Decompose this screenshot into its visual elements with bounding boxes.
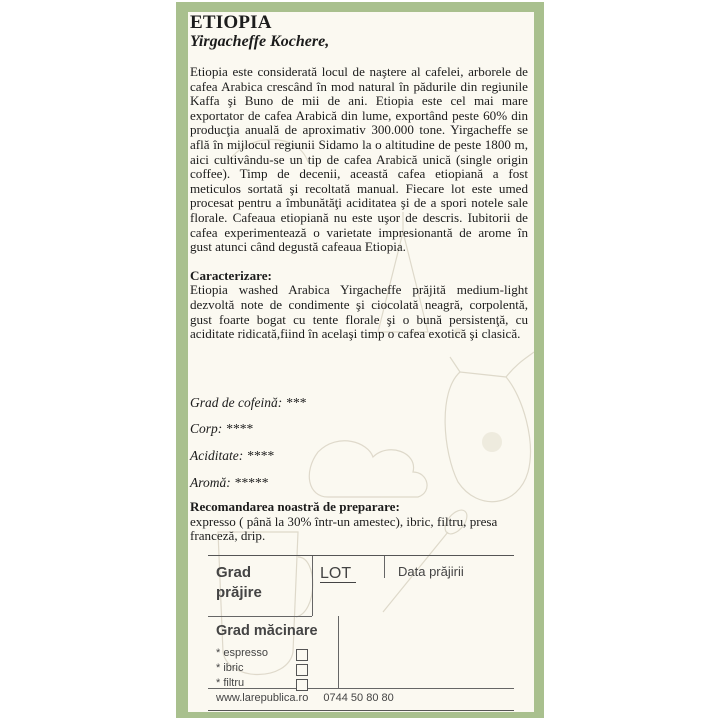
intro-text: Etiopia este considerată locul de naştere al cafelei, arborele de cafea Arabica crescând în mod natural în pădurile din regiunile Kaffa şi Buno de mii de ani. Etiopia este cel mai mare exportator de cafea Arabică din lume, exportând peste 60% din producţia anuală de aproximativ 300.000 tone. Yirgacheffe se află în mijlocul regiunii Sidamo la o altitudine de peste 1800 m, aici cultivându-se un tip de cafea Arabică unică (single origin coffee). Timp de decenii, această cafea etiopiană a fost meticulos sortată şi recoltată manual. Fiecare lot este umed procesat pentru a îmbunătăţi aciditatea şi de a spori notele sale florale. Cafeaua etiopiană nu este uşor de descris. Iubitorii de cafea experimentează o varietate impresionantă de arome în gust atunci când degustă cafeaua Etiopia. [190, 64, 528, 255]
recommendation-block [190, 500, 528, 544]
rating-caffeine: Grad de cofeină: *** [190, 395, 306, 410]
option-ibric-label: * ibric [216, 662, 244, 674]
label-panel [188, 12, 534, 712]
form-divider [208, 688, 514, 689]
characterization-text: Etiopia washed Arabica Yirgacheffe prăjită medium-light dezvoltă note de condimente şi ciocolată neagră, corpolentă, gust foarte bogat cu tente florale şi o bună persistenţă, cu aciditate ridicată,fiind în acelaşi timp o cafea exotică şi clasică. [190, 282, 528, 342]
roast-info-form [208, 555, 514, 711]
recommendation-heading: Recomandarea noastră de preparare: [190, 499, 400, 514]
form-divider [384, 556, 385, 578]
characterization-heading: Caracterizare: [190, 267, 272, 283]
option-filtru-label: * filtru [216, 677, 245, 689]
roast-date-label: Data prăjirii [398, 564, 464, 579]
lot-label: LOT [320, 566, 356, 583]
label-content [190, 12, 528, 342]
product-title: ETIOPIA [190, 12, 272, 33]
website-text: www.larepublica.ro [216, 692, 309, 704]
product-label [176, 2, 544, 718]
form-divider [338, 616, 339, 688]
form-divider [208, 616, 312, 617]
grind-degree-label: Grad măcinare [216, 623, 318, 639]
contact-footer [216, 692, 394, 704]
rating-acidity: Aciditate: **** [190, 448, 274, 463]
form-divider [312, 556, 313, 616]
ibric-checkbox[interactable] [296, 664, 308, 676]
recommendation-text: expresso ( până la 30% într-un amestec), ibric, filtru, presa franceză, drip. [190, 513, 498, 544]
roast-degree-label: Grad prăjire [216, 564, 262, 601]
rating-body: Corp: **** [190, 421, 253, 436]
espresso-checkbox[interactable] [296, 649, 308, 661]
option-espresso-label: * espresso [216, 647, 268, 659]
rating-aroma: Aromă: ***** [190, 475, 268, 490]
filtru-checkbox[interactable] [296, 679, 308, 691]
product-subtitle: Yirgacheffe Kochere, [190, 33, 330, 50]
phone-text: 0744 50 80 80 [323, 692, 394, 704]
